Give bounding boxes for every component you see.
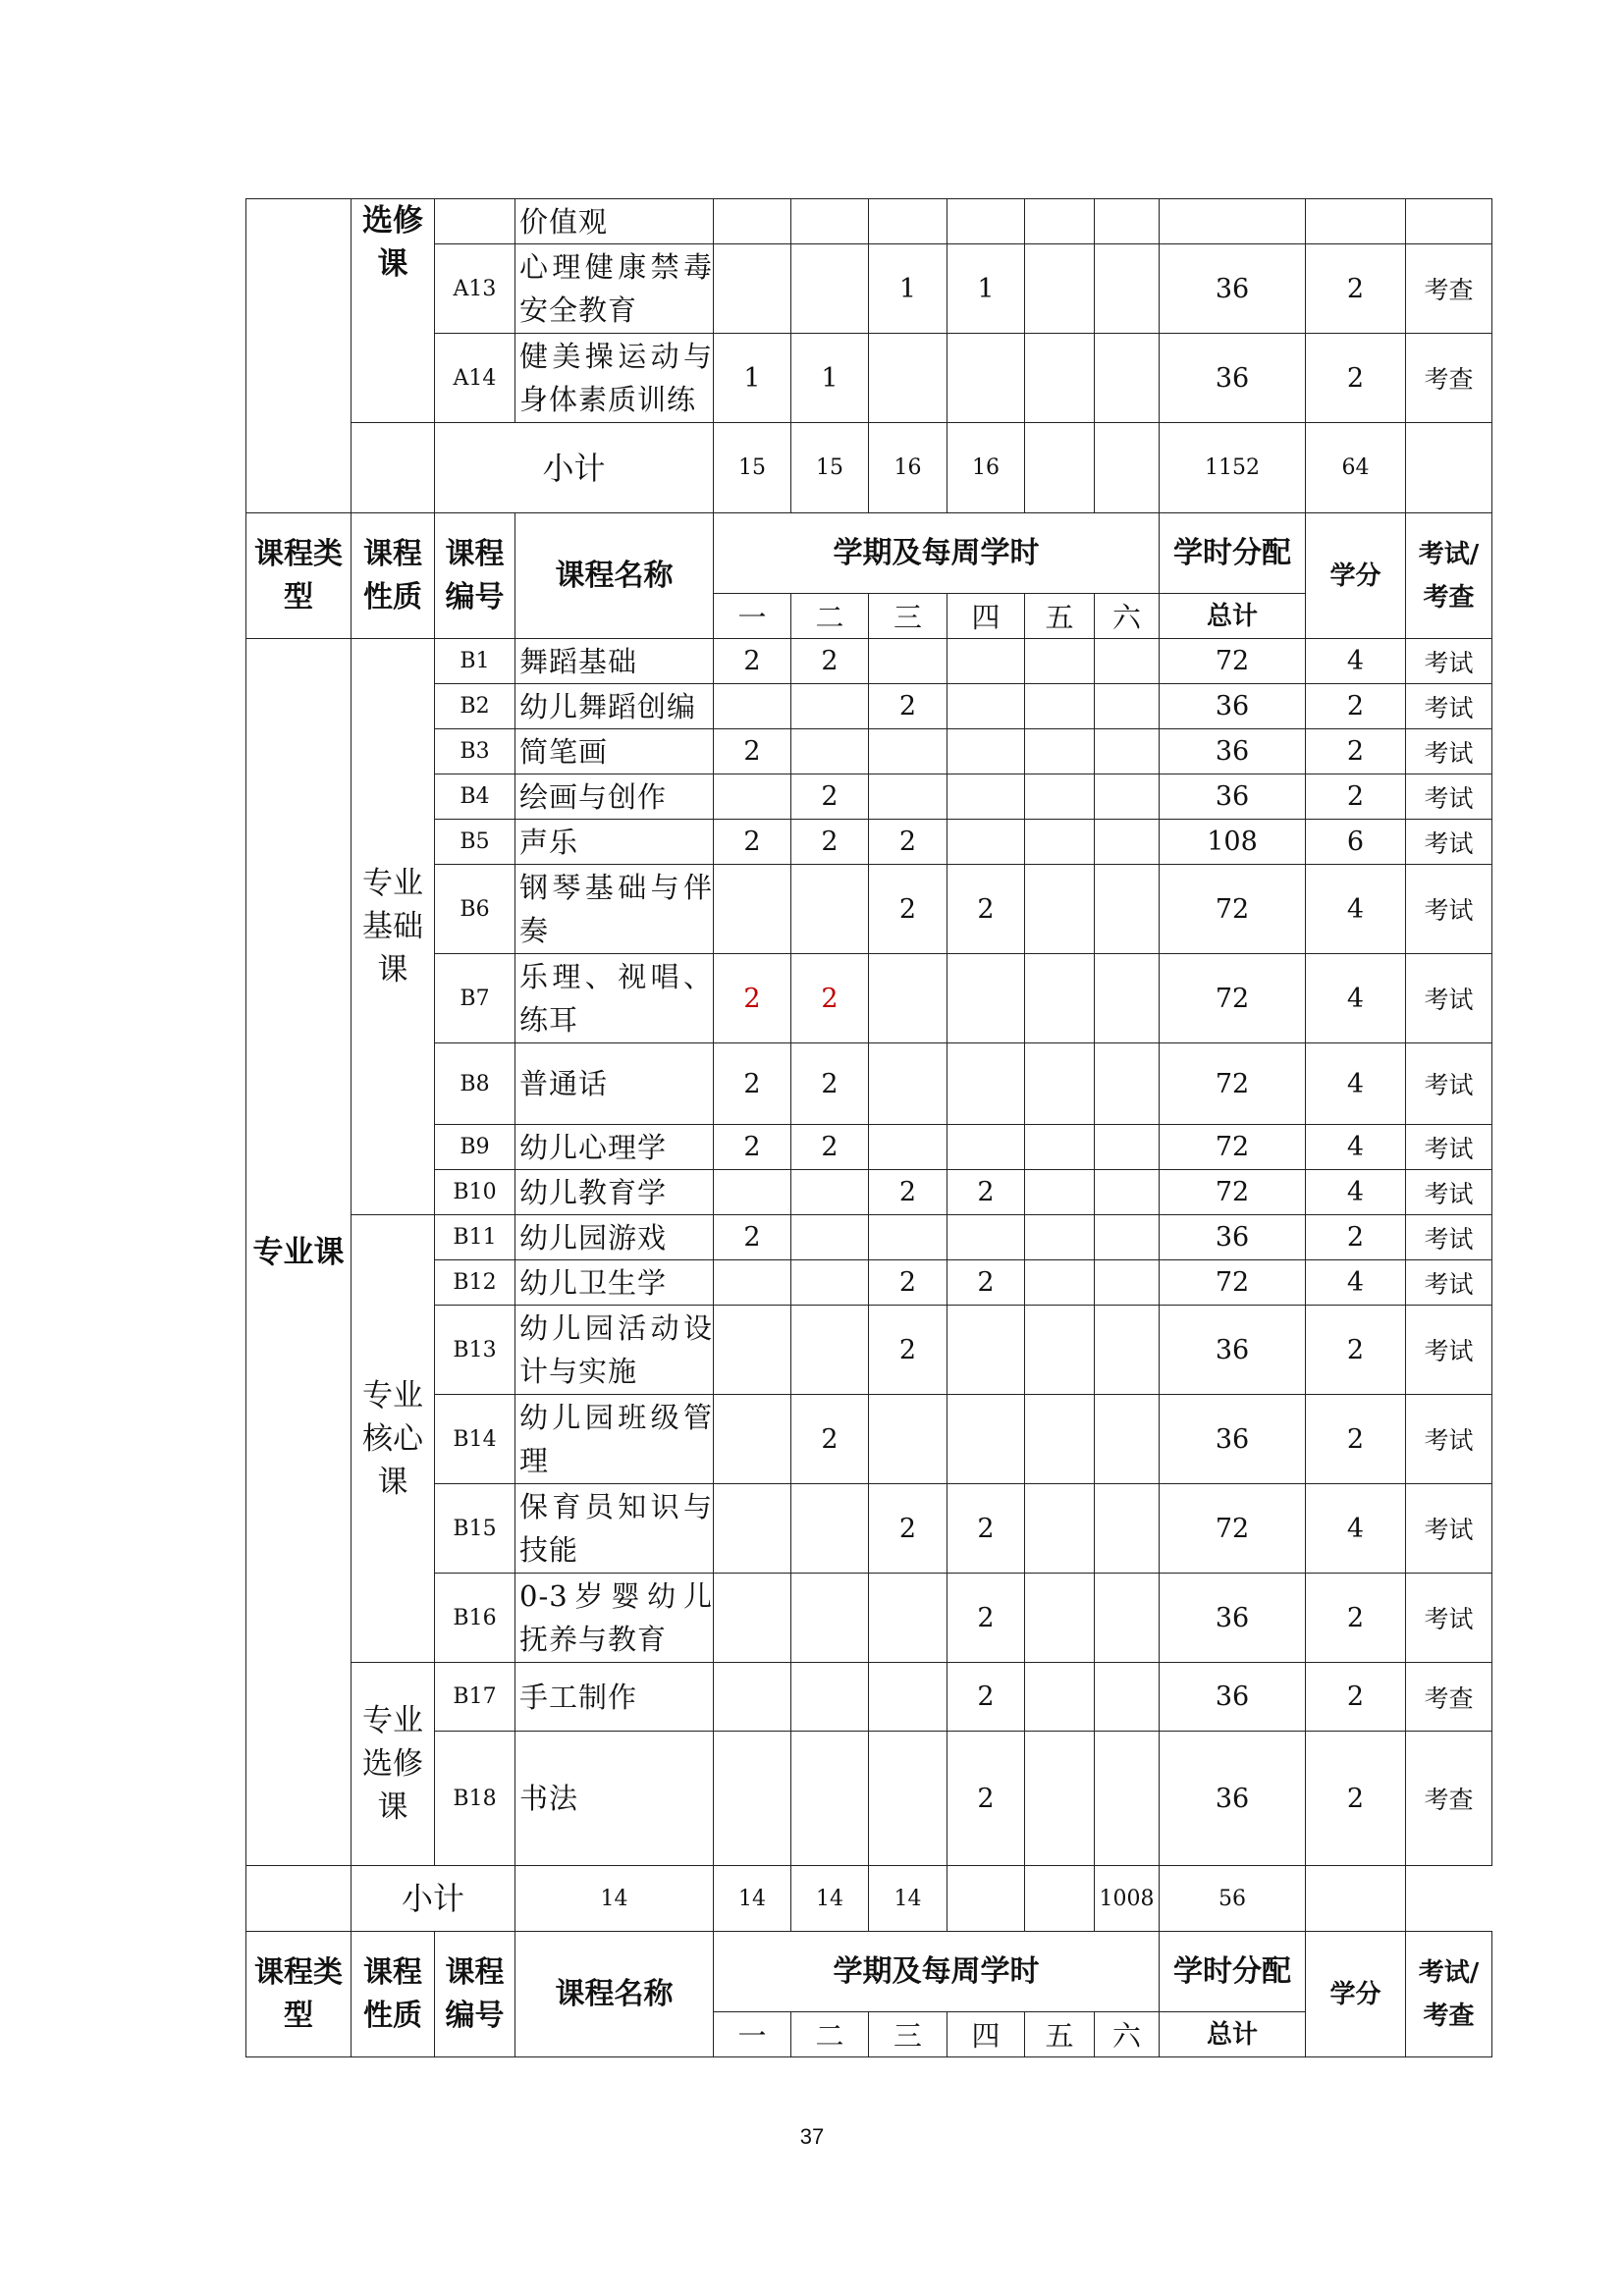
exam-type: 考试 (1406, 954, 1492, 1043)
sem4-hours: 2 (947, 1732, 1025, 1866)
sem6-hours (1095, 1125, 1160, 1170)
sem5-hours (1025, 1215, 1095, 1260)
sem6-hours (1095, 1215, 1160, 1260)
sem1-hours (714, 1484, 791, 1574)
course-code: B17 (435, 1663, 515, 1732)
total-hours: 36 (1160, 1306, 1306, 1395)
exam-type: 考试 (1406, 1043, 1492, 1125)
credit: 6 (1306, 820, 1406, 865)
sem2-subtotal: 15 (791, 423, 869, 513)
course-name: 幼儿园活动设计与实施 (515, 1306, 714, 1395)
header-credit: 学分 (1306, 1932, 1406, 2057)
total-hours: 72 (1160, 954, 1306, 1043)
course-name: 价值观 (515, 199, 714, 244)
sem4-subtotal: 14 (869, 1866, 947, 1932)
total-hours: 72 (1160, 1260, 1306, 1306)
exam-type: 考试 (1406, 639, 1492, 684)
sem3-subtotal: 16 (869, 423, 947, 513)
sem4-subtotal: 16 (947, 423, 1025, 513)
sem3-hours: 2 (869, 865, 947, 954)
exam-type: 考试 (1406, 774, 1492, 820)
header-sem-1: 一 (714, 2012, 791, 2057)
sem4-hours (947, 954, 1025, 1043)
exam-type: 考试 (1406, 865, 1492, 954)
total-hours: 72 (1160, 1043, 1306, 1125)
credit: 2 (1306, 1663, 1406, 1732)
sem1-hours (714, 1170, 791, 1215)
sem3-hours (869, 1574, 947, 1663)
credit: 2 (1306, 774, 1406, 820)
sem4-hours (947, 1125, 1025, 1170)
exam-type: 考试 (1406, 1215, 1492, 1260)
sem3-hours (869, 1732, 947, 1866)
total-hours: 36 (1160, 1732, 1306, 1866)
sem5-hours (1025, 820, 1095, 865)
course-name: 幼儿卫生学 (515, 1260, 714, 1306)
sem6-hours (1095, 244, 1160, 334)
header-sem-4: 四 (947, 594, 1025, 639)
total-hours: 72 (1160, 865, 1306, 954)
sem4-hours (947, 820, 1025, 865)
sem2-hours: 2 (791, 1043, 869, 1125)
exam-type: 考查 (1406, 244, 1492, 334)
sem6-hours (1095, 1663, 1160, 1732)
course-code: B8 (435, 1043, 515, 1125)
sem5-hours (1025, 1306, 1095, 1395)
sem2-hours (791, 684, 869, 729)
header-course-type: 课程类型 (246, 513, 352, 639)
course-code: B15 (435, 1484, 515, 1574)
credit-subtotal: 56 (1160, 1866, 1306, 1932)
header-course-code: 课程编号 (435, 1932, 515, 2057)
sem1-hours: 2 (714, 1125, 791, 1170)
sem4-hours (947, 1043, 1025, 1125)
course-name: 幼儿教育学 (515, 1170, 714, 1215)
exam-type: 考查 (1406, 1732, 1492, 1866)
sem3-hours: 2 (869, 684, 947, 729)
sem2-hours: 2 (791, 1395, 869, 1484)
exam-type: 考查 (1406, 334, 1492, 423)
header-course-name: 课程名称 (515, 1932, 714, 2057)
total-hours: 36 (1160, 1215, 1306, 1260)
subtotal-label: 小计 (435, 423, 714, 513)
sem4-hours: 2 (947, 1663, 1025, 1732)
header-sem-2: 二 (791, 594, 869, 639)
credit: 2 (1306, 1306, 1406, 1395)
total-subtotal: 1008 (1095, 1866, 1160, 1932)
sem4-hours: 1 (947, 244, 1025, 334)
sem6-hours (1095, 1574, 1160, 1663)
exam-type: 考试 (1406, 1260, 1492, 1306)
header-sem-4: 四 (947, 2012, 1025, 2057)
sem5-hours (1025, 1732, 1095, 1866)
sem4-hours: 2 (947, 1484, 1025, 1574)
total-hours: 36 (1160, 1663, 1306, 1732)
exam-type: 考试 (1406, 1306, 1492, 1395)
course-code: B14 (435, 1395, 515, 1484)
sem2-hours (791, 1306, 869, 1395)
sem1-hours (714, 1732, 791, 1866)
sem5-hours (1025, 244, 1095, 334)
sem6-hours (1095, 684, 1160, 729)
exam-type: 考试 (1406, 1484, 1492, 1574)
header-semesters: 学期及每周学时 (714, 513, 1160, 594)
sem6-hours (1095, 639, 1160, 684)
sem1-hours (714, 244, 791, 334)
sem1-hours: 2 (714, 954, 791, 1043)
sem1-hours: 2 (714, 1215, 791, 1260)
sem1-hours: 2 (714, 1043, 791, 1125)
course-name: 钢琴基础与伴奏 (515, 865, 714, 954)
header-sem-5: 五 (1025, 594, 1095, 639)
sem6-hours (1095, 1306, 1160, 1395)
sem3-hours: 2 (869, 1170, 947, 1215)
sem6-hours (1095, 729, 1160, 774)
sem2-hours: 2 (791, 1125, 869, 1170)
sem4-hours: 2 (947, 1170, 1025, 1215)
header-row (246, 1932, 1492, 2012)
sem2-hours (791, 865, 869, 954)
header-credit: 学分 (1306, 513, 1406, 639)
credit: 2 (1306, 1574, 1406, 1663)
header-sem-3: 三 (869, 594, 947, 639)
sem5-hours (1025, 1043, 1095, 1125)
credit: 4 (1306, 1170, 1406, 1215)
sem5-hours (1025, 1574, 1095, 1663)
sem4-hours (947, 334, 1025, 423)
sem6-hours (1095, 820, 1160, 865)
sem3-hours (869, 1125, 947, 1170)
sem5-hours (1025, 334, 1095, 423)
course-name: 普通话 (515, 1043, 714, 1125)
credit: 2 (1306, 334, 1406, 423)
credit: 2 (1306, 1732, 1406, 1866)
sem5-hours (1025, 1484, 1095, 1574)
table-row (246, 199, 1492, 244)
sem6-hours (1095, 1260, 1160, 1306)
course-type-cell-top (246, 199, 352, 513)
sem2-hours: 2 (791, 774, 869, 820)
header-sem-6: 六 (1095, 594, 1160, 639)
sem4-hours: 2 (947, 1574, 1025, 1663)
course-name: 手工制作 (515, 1663, 714, 1732)
total-hours: 36 (1160, 1574, 1306, 1663)
header-sem-1: 一 (714, 594, 791, 639)
course-code: B5 (435, 820, 515, 865)
sem1-hours: 1 (714, 334, 791, 423)
sem1-hours (714, 774, 791, 820)
course-name: 乐理、视唱、练耳 (515, 954, 714, 1043)
course-nature-group: 专业核心课 (352, 1215, 435, 1663)
credit: 4 (1306, 1043, 1406, 1125)
sem1-hours: 2 (714, 729, 791, 774)
sem3-hours: 2 (869, 1306, 947, 1395)
header-course-nature: 课程性质 (352, 1932, 435, 2057)
sem1-hours (714, 684, 791, 729)
course-nature-group: 专业基础课 (352, 639, 435, 1215)
sem2-hours (791, 1663, 869, 1732)
sem6-hours (1095, 1395, 1160, 1484)
sem4-hours (947, 774, 1025, 820)
exam-type: 考试 (1406, 1395, 1492, 1484)
sem1-subtotal: 14 (515, 1866, 714, 1932)
sem5-hours (1025, 954, 1095, 1043)
course-nature-elective: 选修课 (352, 199, 435, 423)
sem3-hours (869, 334, 947, 423)
sem4-hours: 2 (947, 1260, 1025, 1306)
total-hours: 36 (1160, 774, 1306, 820)
exam-type: 考试 (1406, 729, 1492, 774)
header-course-name: 课程名称 (515, 513, 714, 639)
sem6-hours (1095, 1043, 1160, 1125)
course-code: B12 (435, 1260, 515, 1306)
sem2-hours (791, 1732, 869, 1866)
sem6-hours (1095, 865, 1160, 954)
exam-type: 考试 (1406, 1125, 1492, 1170)
sem6-hours (1095, 1170, 1160, 1215)
credit: 4 (1306, 639, 1406, 684)
course-schedule-table (245, 198, 1492, 2057)
sem5-hours (1025, 1260, 1095, 1306)
exam-type: 考试 (1406, 1574, 1492, 1663)
sem1-hours: 2 (714, 820, 791, 865)
course-name: 简笔画 (515, 729, 714, 774)
header-semesters: 学期及每周学时 (714, 1932, 1160, 2012)
sem3-hours (869, 954, 947, 1043)
sem4-hours (947, 1215, 1025, 1260)
sem4-hours (947, 729, 1025, 774)
sem3-subtotal: 14 (791, 1866, 869, 1932)
sem3-hours (869, 639, 947, 684)
sem3-hours (869, 1043, 947, 1125)
course-code: B6 (435, 865, 515, 954)
course-name: 保育员知识与技能 (515, 1484, 714, 1574)
credit: 4 (1306, 865, 1406, 954)
sem6-hours (1095, 774, 1160, 820)
credit: 4 (1306, 1260, 1406, 1306)
credit: 2 (1306, 1215, 1406, 1260)
sem2-hours (791, 1574, 869, 1663)
sem2-hours (791, 244, 869, 334)
sem3-hours (869, 774, 947, 820)
page-number: 37 (799, 2124, 825, 2149)
course-nature-group: 专业选修课 (352, 1663, 435, 1866)
sem2-hours: 1 (791, 334, 869, 423)
course-name: 书法 (515, 1732, 714, 1866)
sem4-hours (947, 1395, 1025, 1484)
sem5-hours (1025, 1663, 1095, 1732)
sem1-hours (714, 1260, 791, 1306)
sem1-hours: 2 (714, 639, 791, 684)
course-name: 绘画与创作 (515, 774, 714, 820)
sem3-hours (869, 1215, 947, 1260)
course-code: B10 (435, 1170, 515, 1215)
sem1-hours (714, 865, 791, 954)
sem2-hours (791, 1170, 869, 1215)
total-hours: 36 (1160, 244, 1306, 334)
credit: 4 (1306, 1125, 1406, 1170)
course-code: B11 (435, 1215, 515, 1260)
total-hours: 72 (1160, 1125, 1306, 1170)
course-name: 幼儿心理学 (515, 1125, 714, 1170)
course-code: B3 (435, 729, 515, 774)
course-name: 心理健康禁毒安全教育 (515, 244, 714, 334)
sem3-hours: 2 (869, 820, 947, 865)
sem3-hours (869, 1395, 947, 1484)
course-code: B7 (435, 954, 515, 1043)
header-hours: 学时分配 (1160, 1932, 1306, 2012)
total-hours: 36 (1160, 1395, 1306, 1484)
header-row (246, 513, 1492, 594)
credit: 4 (1306, 1484, 1406, 1574)
sem6-hours (1095, 1732, 1160, 1866)
course-name: 舞蹈基础 (515, 639, 714, 684)
course-name: 声乐 (515, 820, 714, 865)
sem4-hours (947, 639, 1025, 684)
credit: 2 (1306, 1395, 1406, 1484)
course-code: A14 (435, 334, 515, 423)
total-hours: 108 (1160, 820, 1306, 865)
sem2-subtotal: 14 (714, 1866, 791, 1932)
sem2-hours: 2 (791, 954, 869, 1043)
exam-type: 考试 (1406, 1170, 1492, 1215)
header-course-nature: 课程性质 (352, 513, 435, 639)
total-hours: 36 (1160, 334, 1306, 423)
course-name: 0-3岁婴幼儿抚养与教育 (515, 1574, 714, 1663)
sem2-hours (791, 1484, 869, 1574)
sem5-hours (1025, 1125, 1095, 1170)
sem5-hours (1025, 684, 1095, 729)
total-hours: 72 (1160, 1484, 1306, 1574)
header-sem-6: 六 (1095, 2012, 1160, 2057)
credit: 2 (1306, 684, 1406, 729)
sem2-hours (791, 1260, 869, 1306)
sem3-hours (869, 1663, 947, 1732)
sem3-hours (869, 729, 947, 774)
sem4-hours (947, 684, 1025, 729)
sem4-hours (947, 1306, 1025, 1395)
sem5-hours (1025, 865, 1095, 954)
credit-subtotal: 64 (1306, 423, 1406, 513)
course-name: 幼儿园班级管理 (515, 1395, 714, 1484)
sem3-hours: 2 (869, 1260, 947, 1306)
sem6-hours (1095, 954, 1160, 1043)
header-sem-3: 三 (869, 2012, 947, 2057)
sem5-hours (1025, 729, 1095, 774)
sem1-hours (714, 1663, 791, 1732)
exam-type: 考试 (1406, 684, 1492, 729)
sem1-hours (714, 1574, 791, 1663)
header-hours: 学时分配 (1160, 513, 1306, 594)
total-hours: 72 (1160, 639, 1306, 684)
sem6-hours (1095, 1484, 1160, 1574)
course-code: B9 (435, 1125, 515, 1170)
sem2-hours: 2 (791, 639, 869, 684)
course-code: B18 (435, 1732, 515, 1866)
course-code: B1 (435, 639, 515, 684)
header-sem-2: 二 (791, 2012, 869, 2057)
header-exam: 考试/考查 (1406, 513, 1492, 639)
sem4-hours: 2 (947, 865, 1025, 954)
course-code: B4 (435, 774, 515, 820)
sem1-hours (714, 1306, 791, 1395)
sem2-hours (791, 729, 869, 774)
course-name: 幼儿园游戏 (515, 1215, 714, 1260)
credit: 2 (1306, 729, 1406, 774)
subtotal-label: 小计 (352, 1866, 515, 1932)
total-hours: 72 (1160, 1170, 1306, 1215)
subtotal-row (246, 1866, 1492, 1932)
sem3-hours: 1 (869, 244, 947, 334)
course-code: B2 (435, 684, 515, 729)
course-type-major: 专业课 (246, 639, 352, 1866)
header-exam: 考试/考查 (1406, 1932, 1492, 2057)
total-hours: 36 (1160, 729, 1306, 774)
sem5-hours (1025, 774, 1095, 820)
total-hours: 36 (1160, 684, 1306, 729)
sem2-hours: 2 (791, 820, 869, 865)
exam-type: 考查 (1406, 1663, 1492, 1732)
sem3-hours: 2 (869, 1484, 947, 1574)
header-course-code: 课程编号 (435, 513, 515, 639)
sem5-hours (1025, 639, 1095, 684)
course-code: B16 (435, 1574, 515, 1663)
course-code: A13 (435, 244, 515, 334)
course-name: 健美操运动与身体素质训练 (515, 334, 714, 423)
total-subtotal: 1152 (1160, 423, 1306, 513)
header-sem-5: 五 (1025, 2012, 1095, 2057)
table-row (246, 1215, 1492, 1260)
sem2-hours (791, 1215, 869, 1260)
header-total: 总计 (1160, 594, 1306, 639)
course-code (435, 199, 515, 244)
sem6-hours (1095, 334, 1160, 423)
sem1-subtotal: 15 (714, 423, 791, 513)
course-code: B13 (435, 1306, 515, 1395)
sem5-hours (1025, 1395, 1095, 1484)
exam-type: 考试 (1406, 820, 1492, 865)
course-name: 幼儿舞蹈创编 (515, 684, 714, 729)
sem1-hours (714, 1395, 791, 1484)
header-total: 总计 (1160, 2012, 1306, 2057)
credit: 4 (1306, 954, 1406, 1043)
subtotal-row (246, 423, 1492, 513)
credit: 2 (1306, 244, 1406, 334)
table-row (246, 639, 1492, 684)
sem5-hours (1025, 1170, 1095, 1215)
header-course-type: 课程类型 (246, 1932, 352, 2057)
table-row (246, 1663, 1492, 1732)
